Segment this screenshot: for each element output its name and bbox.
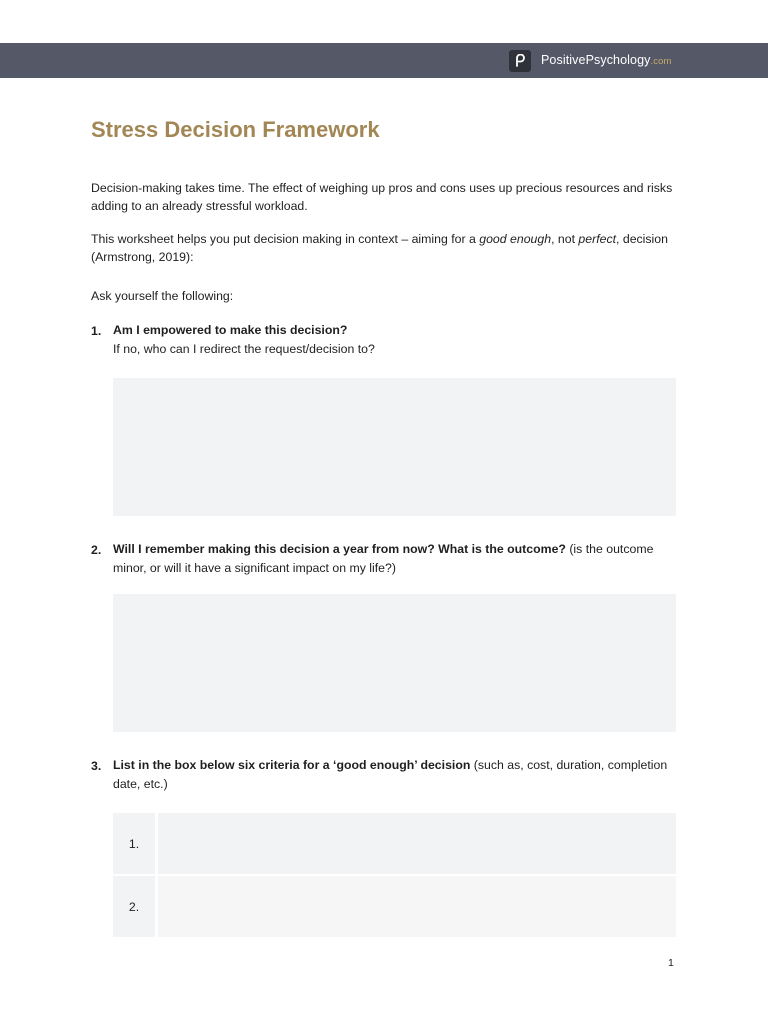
criteria-row-2-label: 2. — [113, 876, 155, 937]
question-3-text — [113, 756, 681, 794]
question-3-prompt: List in the box below six criteria for a ‘good enough’ decision — [113, 758, 471, 772]
question-1-prompt: Am I empowered to make this decision? — [113, 323, 348, 337]
intro-emphasis-perfect: perfect — [578, 232, 617, 246]
page-title: Stress Decision Framework — [91, 117, 380, 142]
intro-paragraph-3: Ask yourself the following: — [91, 289, 234, 303]
intro-paragraph-2 — [91, 230, 681, 266]
brand-logo-text — [541, 53, 672, 67]
question-2-text — [113, 540, 681, 578]
question-2-hint: (is the outcome minor, or will it have a significant impact on my life?) — [113, 542, 654, 575]
brand-suffix: .com — [650, 56, 672, 67]
question-1-number: 1. — [91, 324, 102, 338]
question-2-prompt: Will I remember making this decision a year from now? What is the outcome? — [113, 542, 566, 556]
brand-name: PositivePsychology — [541, 53, 651, 67]
criteria-row-1-label: 1. — [113, 813, 155, 874]
question-3-number: 3. — [91, 759, 102, 773]
page-number: 1 — [668, 957, 674, 969]
question-1-answer-box[interactable] — [113, 378, 676, 516]
criteria-row-2-field[interactable] — [158, 876, 676, 937]
intro-text-b: , not — [551, 232, 579, 246]
intro-emphasis-good-enough: good enough — [479, 232, 552, 246]
criteria-row-1-field[interactable] — [158, 813, 676, 874]
p-logo-icon — [509, 50, 531, 72]
question-2-answer-box[interactable] — [113, 594, 676, 732]
intro-text-a: This worksheet helps you put decision making in context – aiming for a — [91, 232, 480, 246]
question-3-hint: (such as, cost, duration, completion date, etc.) — [113, 758, 668, 791]
question-1-subprompt: If no, who can I redirect the request/decision to? — [113, 342, 375, 356]
question-2-number: 2. — [91, 543, 102, 557]
intro-text-c: , decision (Armstrong, 2019): — [91, 232, 668, 264]
question-1-text — [113, 321, 681, 359]
intro-paragraph-1: Decision-making takes time. The effect of weighing up pros and cons uses up precious resources and risks adding to an already stressful workload. — [91, 181, 673, 213]
